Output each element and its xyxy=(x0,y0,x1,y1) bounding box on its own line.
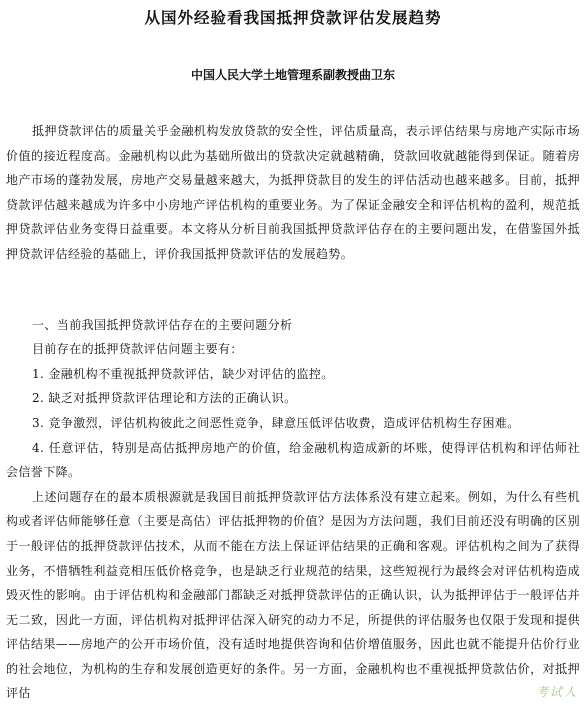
problem-item: 2. 缺乏对抵押贷款评估理论和方法的正确认识。 xyxy=(32,391,297,406)
section-heading: 一、当前我国抵押贷款评估存在的主要问题分析 xyxy=(32,317,293,332)
paragraph-gap xyxy=(6,267,580,313)
problem-item: 3. 竞争激烈，评估机构彼此之间恶性竞争，肆意压低评估收费，造成评估机构生存困难。 xyxy=(32,415,520,430)
watermark-logo: 考试人 xyxy=(535,685,578,699)
analysis-paragraph: 上述问题存在的最本质根源就是我国目前抵押贷款评估方法体系没有建立起来。例如，为什么有些机构或者评估师能够任意（主要是高估）评估抵押物的价值？是因为方法问题，我们目前还没有明确的区别于一般评估的抵押贷款评估技术，从而不能在方法上保证评估结果的正确和客观。评估机构之间为了获得业务，不惜牺牲利益竞相压低价格竞争，也是缺乏行业规范的结果，这些短视行为最终会对评估机构造成毁灭性的影响。由于评估机构和金融部门都缺乏对抵押贷款评估的正确认识，认为抵押评估于一般评估并无二致，因此一方面，评估机构对抵押评估深入研究的动力不足，所提供的评估服务也仅限于发现和提供评估结果——房地产的公开市场价值，没有适时地提供咨询和估价增值服务，因此也就不能提升估价行业的社会地位，为机构的生存和发展创造更好的条件。另一方面，金融机构也不重视抵押贷款估价，对抵押评估 xyxy=(6,489,580,701)
document-author: 中国人民大学土地管理系副教授曲卫东 xyxy=(190,68,395,82)
document-title: 从国外经验看我国抵押贷款评估发展趋势 xyxy=(144,8,442,27)
problem-item: 1. 金融机构不重视抵押贷款评估，缺少对评估的监控。 xyxy=(32,366,334,381)
intro-paragraph: 抵押贷款评估的质量关乎金融机构发放贷款的安全性，评估质量高，表示评估结果与房地产实际市场价值的接近程度高。金融机构以此为基础所做出的贷款决定就越精确，贷款回收就越能得到保证。随着房地产市场的蓬勃发展，房地产交易量越来越大，为抵押贷款目的发生的评估活动也越来越多。目前，抵押贷款评估越来越成为许多中小房地产评估机构的重要业务。为了保证金融安全和评估机构的盈利，规范抵押贷款评估业务变得日益重要。本文将从分析目前我国抵押贷款评估存在的主要问题出发，在借鉴国外抵押贷款评估经验的基础上，评价我国抵押贷款评估的发展趋势。 xyxy=(6,124,580,261)
problem-item: 4. 任意评估，特别是高估抵押房地产的价值，给金融机构造成新的坏账，使得评估机构和评估师社会信誉下降。 xyxy=(6,440,580,480)
document-body xyxy=(6,119,580,706)
problems-intro: 目前存在的抵押贷款评估问题主要有： xyxy=(32,342,243,357)
